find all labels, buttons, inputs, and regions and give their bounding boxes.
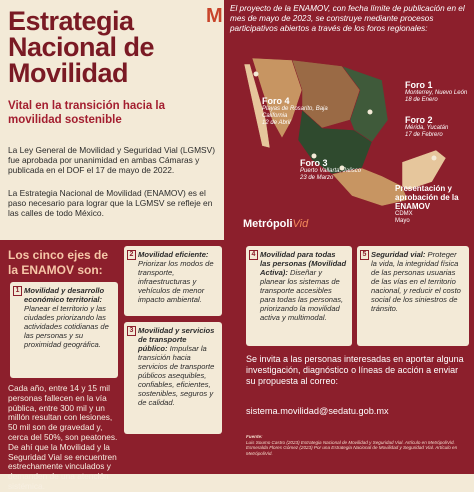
presentacion-place: CDMX bbox=[395, 211, 413, 217]
eje-body: Priorizar los modos de transporte, infraestructuras y vehículos de menor impacto ambiental. bbox=[138, 259, 214, 304]
foro-4-marker bbox=[254, 72, 259, 77]
eje-heading: Movilidad eficiente: bbox=[138, 250, 209, 259]
presentacion-date: Mayo bbox=[395, 218, 410, 224]
foro-date: 12 de Abril bbox=[262, 120, 291, 126]
foro-date: 23 de Marzo bbox=[300, 175, 334, 181]
source-line: Luis Soumo Castro (2023) Estrategia Nacional de Movilidad y Seguridad Vial. Artículo en MetrópoliVid. bbox=[246, 439, 455, 445]
invite-text: Se invita a las personas interesadas en aportar alguna investigación, diagnóstico o líneas de acción a enviar su propuesta al correo: bbox=[246, 354, 464, 386]
foro-place: Puerto Vallarta, Jalisco bbox=[300, 168, 362, 174]
eje-number: 2 bbox=[127, 250, 136, 260]
eje-number: 4 bbox=[249, 250, 258, 260]
foro-place: Playas de Rosarito, Baja California bbox=[262, 106, 328, 119]
source-line: Esmeralda Flores Gómez (2023) Por una Estrategia Nacional de Movilidad y Seguridad Vial. Artículo en MetrópoliVid. bbox=[246, 445, 458, 456]
eje-number: 1 bbox=[13, 286, 22, 296]
foro-name: Foro 2 bbox=[405, 115, 433, 125]
sources bbox=[246, 434, 470, 456]
page-title: Estrategia Nacional de Movilidad bbox=[8, 6, 155, 88]
intro-paragraph-2: La Estrategia Nacional de Movilidad (ENAMOV) es el paso necesario para lograr que la LGMSV se refleje en las calles de todo México. bbox=[8, 188, 213, 218]
foro-3 bbox=[300, 158, 380, 182]
metropolivid-logo bbox=[243, 218, 308, 232]
eje-heading: Movilidad y desarrollo económico territorial: bbox=[24, 286, 105, 304]
foro-2 bbox=[405, 115, 471, 139]
logo-text: Metrópoli bbox=[243, 218, 293, 230]
foro-1 bbox=[405, 80, 471, 104]
eje-body: Diseñar y planear los sistemas de transporte accesibles para todas las personas, priorizando la movilidad activa y multimodal. bbox=[260, 268, 344, 322]
eje-number: 3 bbox=[127, 326, 136, 336]
map-intro: El proyecto de la ENAMOV, con fecha límite de publicación en el mes de mayo de 2023, se construye mediante procesos participativos abiertos a través de los foros regionales: bbox=[230, 4, 465, 33]
eje-heading: Movilidad y servicios de transporte público: bbox=[138, 326, 215, 353]
eje-heading: Movilidad para todas las personas (Movilidad Activa): bbox=[260, 250, 347, 277]
eje-card-4 bbox=[246, 246, 352, 346]
foro-date: 17 de Febrero bbox=[405, 132, 443, 138]
foro-1-marker bbox=[368, 110, 373, 115]
eje-card-3 bbox=[124, 322, 222, 434]
statistics-text: Cada año, entre 14 y 15 mil personas fallecen en la vía pública, entre 300 mil y un millón resultan con lesiones, 50 mil son de gravedad y, cerca del 50%, son peatones. De ahí que la Movilidad y la Seguridad Vial se encuentren estrechamente vinculados y demanden de una atención sistémica. bbox=[8, 383, 118, 491]
logo-icon: M bbox=[206, 5, 223, 27]
foro-name: Foro 4 bbox=[262, 96, 290, 106]
page-subtitle: Vital en la transición hacia la movilidad sostenible bbox=[8, 100, 166, 126]
eje-body: Impulsar la transición hacia servicios de transporte públicos asequibles, confiables, eficientes, sostenibles, seguros y de calidad. bbox=[138, 344, 215, 407]
foro-name: Foro 3 bbox=[300, 158, 328, 168]
eje-card-1 bbox=[10, 282, 118, 378]
foro-date: 18 de Enero bbox=[405, 97, 438, 103]
presentacion bbox=[395, 184, 473, 225]
foro-place: Mérida, Yucatán bbox=[405, 125, 449, 131]
eje-body: Planear el territorio y las ciudades priorizando las actividades cotidianas de las personas y su proximidad geográfica. bbox=[24, 304, 109, 349]
intro-paragraph-1: La Ley General de Movilidad y Seguridad Vial (LGMSV) fue aprobada por unanimidad en ambas Cámaras y publicada en el DOF el 17 de mayo de 2022. bbox=[8, 145, 216, 175]
ejes-heading: Los cinco ejes de la ENAMOV son: bbox=[8, 248, 109, 277]
foro-place: Monterrey, Nuevo León bbox=[405, 90, 468, 96]
eje-heading: Seguridad vial: bbox=[371, 250, 426, 259]
eje-number: 5 bbox=[360, 250, 369, 260]
eje-card-5 bbox=[357, 246, 469, 346]
eje-card-2 bbox=[124, 246, 222, 316]
foro-name: Foro 1 bbox=[405, 80, 433, 90]
foro-4 bbox=[262, 96, 332, 127]
eje-body: Proteger la vida, la integridad física de las personas usuarias de las vías en el territorio nacional, y reducir el costo social de los siniestros de tránsito. bbox=[371, 250, 461, 313]
foro-2-marker bbox=[432, 156, 437, 161]
sources-label: Fuente: bbox=[246, 434, 263, 439]
presentacion-name: Presentación y aprobación de la ENAMOV bbox=[395, 184, 459, 211]
logo-text-vid: Vid bbox=[292, 218, 309, 230]
contact-email[interactable]: sistema.movilidad@sedatu.gob.mx bbox=[246, 406, 389, 416]
